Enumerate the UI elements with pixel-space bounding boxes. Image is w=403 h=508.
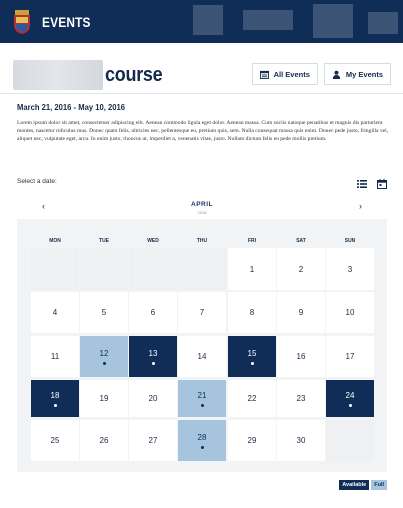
legend — [339, 480, 387, 490]
app-header — [0, 0, 403, 43]
header-decoration — [183, 0, 403, 43]
select-date-label: Select a date: — [17, 178, 57, 185]
day-number: 2 — [298, 264, 304, 274]
calendar-empty-cell — [80, 248, 128, 290]
calendar-day-10[interactable] — [326, 292, 374, 333]
day-number: 3 — [347, 264, 353, 274]
day-number: 18 — [50, 390, 60, 400]
calendar-day-24[interactable] — [326, 380, 374, 417]
day-number: 29 — [247, 436, 257, 445]
day-number: 23 — [296, 394, 306, 403]
calendar-day-6[interactable] — [129, 292, 177, 333]
day-number: 1 — [249, 264, 255, 274]
weekday-header: SAT — [296, 238, 306, 244]
calendar-day-25[interactable] — [31, 420, 79, 461]
calendar-empty-cell — [31, 248, 79, 290]
calendar-month: APRIL — [191, 201, 213, 208]
calendar-day-17[interactable] — [326, 336, 374, 377]
day-number: 26 — [99, 436, 109, 445]
day-number: 16 — [296, 352, 306, 361]
my-events-button[interactable] — [324, 63, 391, 85]
day-number: 27 — [148, 436, 158, 445]
calendar-list-icon — [260, 70, 269, 79]
day-number: 7 — [199, 308, 205, 317]
next-month-button[interactable]: › — [359, 201, 362, 211]
day-number: 6 — [150, 308, 156, 317]
day-number: 12 — [99, 348, 109, 358]
day-number: 4 — [52, 308, 58, 317]
event-dot — [251, 362, 254, 365]
weekday-header: MON — [49, 238, 61, 244]
header-title: EVENTS — [42, 13, 91, 30]
weekday-header: WED — [147, 238, 159, 244]
calendar-day-3[interactable] — [326, 248, 374, 290]
calendar-day-21[interactable] — [178, 380, 226, 417]
weekday-header: SUN — [344, 238, 356, 244]
calendar-empty-cell — [129, 248, 177, 290]
calendar-day-28[interactable] — [178, 420, 226, 461]
day-number: 19 — [99, 394, 109, 403]
legend-available: Available — [339, 480, 369, 490]
my-events-label: My Events — [345, 69, 383, 79]
event-dot — [201, 404, 204, 407]
calendar-day-2[interactable] — [277, 248, 325, 290]
day-number: 15 — [247, 348, 257, 358]
event-dot — [152, 362, 155, 365]
calendar-day-1[interactable] — [228, 248, 276, 290]
calendar-empty-cell — [178, 248, 226, 290]
day-number: 21 — [197, 390, 207, 400]
calendar-day-29[interactable] — [228, 420, 276, 461]
calendar-day-7[interactable] — [178, 292, 226, 333]
calendar-view-icon[interactable] — [377, 176, 387, 186]
event-dot — [103, 362, 106, 365]
day-number: 28 — [197, 432, 207, 442]
calendar-day-5[interactable] — [80, 292, 128, 333]
day-number: 17 — [345, 352, 355, 361]
calendar-day-27[interactable] — [129, 420, 177, 461]
day-number: 10 — [345, 308, 355, 317]
all-events-button[interactable] — [252, 63, 318, 85]
weekday-header: FRI — [248, 238, 256, 244]
day-number: 14 — [197, 352, 207, 361]
page-title: course — [105, 63, 163, 86]
weekday-header: TUE — [99, 238, 109, 244]
calendar-day-4[interactable] — [31, 292, 79, 333]
calendar-day-11[interactable] — [31, 336, 79, 377]
all-events-label: All Events — [273, 69, 310, 79]
user-icon — [332, 70, 341, 79]
calendar-empty-cell — [326, 420, 374, 461]
calendar-day-9[interactable] — [277, 292, 325, 333]
calendar-day-23[interactable] — [277, 380, 325, 417]
crest-logo-icon[interactable] — [13, 10, 31, 34]
calendar-day-30[interactable] — [277, 420, 325, 461]
day-number: 25 — [50, 436, 60, 445]
list-view-icon[interactable] — [357, 176, 367, 186]
event-date-range: March 21, 2016 - May 10, 2016 — [17, 102, 126, 112]
calendar-day-14[interactable] — [178, 336, 226, 377]
event-description: Lorem ipsum dolor sit amet, consectetuer adipiscing elit. Aenean commodo ligula eget dolor. Aenean massa. Cum sociis natoque penatibus et magnis dis parturient montes, nascetur ridiculus mus. Donec quam felis, ultricies nec, pellentesque eu, pretium quis, sem. Nulla consequat massa quis enim. Donec pede justo, fringilla vel, aliquet nec, vulputate eget, arcu. In enim justo, rhoncus ut, imperdiet a, venenatis vitae, justo. Nullam dictum felis eu pede mollis pretium. — [17, 120, 389, 143]
divider — [0, 93, 403, 94]
calendar-day-8[interactable] — [228, 292, 276, 333]
calendar-day-13[interactable] — [129, 336, 177, 377]
calendar-nav — [17, 195, 387, 219]
day-number: 30 — [296, 436, 306, 445]
day-number: 20 — [148, 394, 158, 403]
event-dot — [201, 446, 204, 449]
calendar-day-16[interactable] — [277, 336, 325, 377]
calendar-day-22[interactable] — [228, 380, 276, 417]
calendar-day-18[interactable] — [31, 380, 79, 417]
calendar-day-26[interactable] — [80, 420, 128, 461]
page-titlebar — [13, 58, 391, 92]
calendar-day-12[interactable] — [80, 336, 128, 377]
event-dot — [54, 404, 57, 407]
day-number: 13 — [148, 348, 158, 358]
weekday-header: THU — [196, 238, 208, 244]
calendar-day-20[interactable] — [129, 380, 177, 417]
day-number: 11 — [50, 352, 60, 361]
day-number: 9 — [298, 308, 304, 317]
redacted-title — [13, 60, 103, 90]
day-number: 22 — [247, 394, 257, 403]
day-number: 24 — [345, 390, 355, 400]
day-number: 8 — [249, 308, 255, 317]
event-dot — [349, 404, 352, 407]
prev-month-button[interactable]: ‹ — [42, 201, 45, 211]
day-number: 5 — [101, 308, 107, 317]
legend-full: Full — [371, 480, 387, 490]
calendar-day-15[interactable] — [228, 336, 276, 377]
calendar-year: 2016 — [197, 210, 207, 215]
calendar-day-19[interactable] — [80, 380, 128, 417]
